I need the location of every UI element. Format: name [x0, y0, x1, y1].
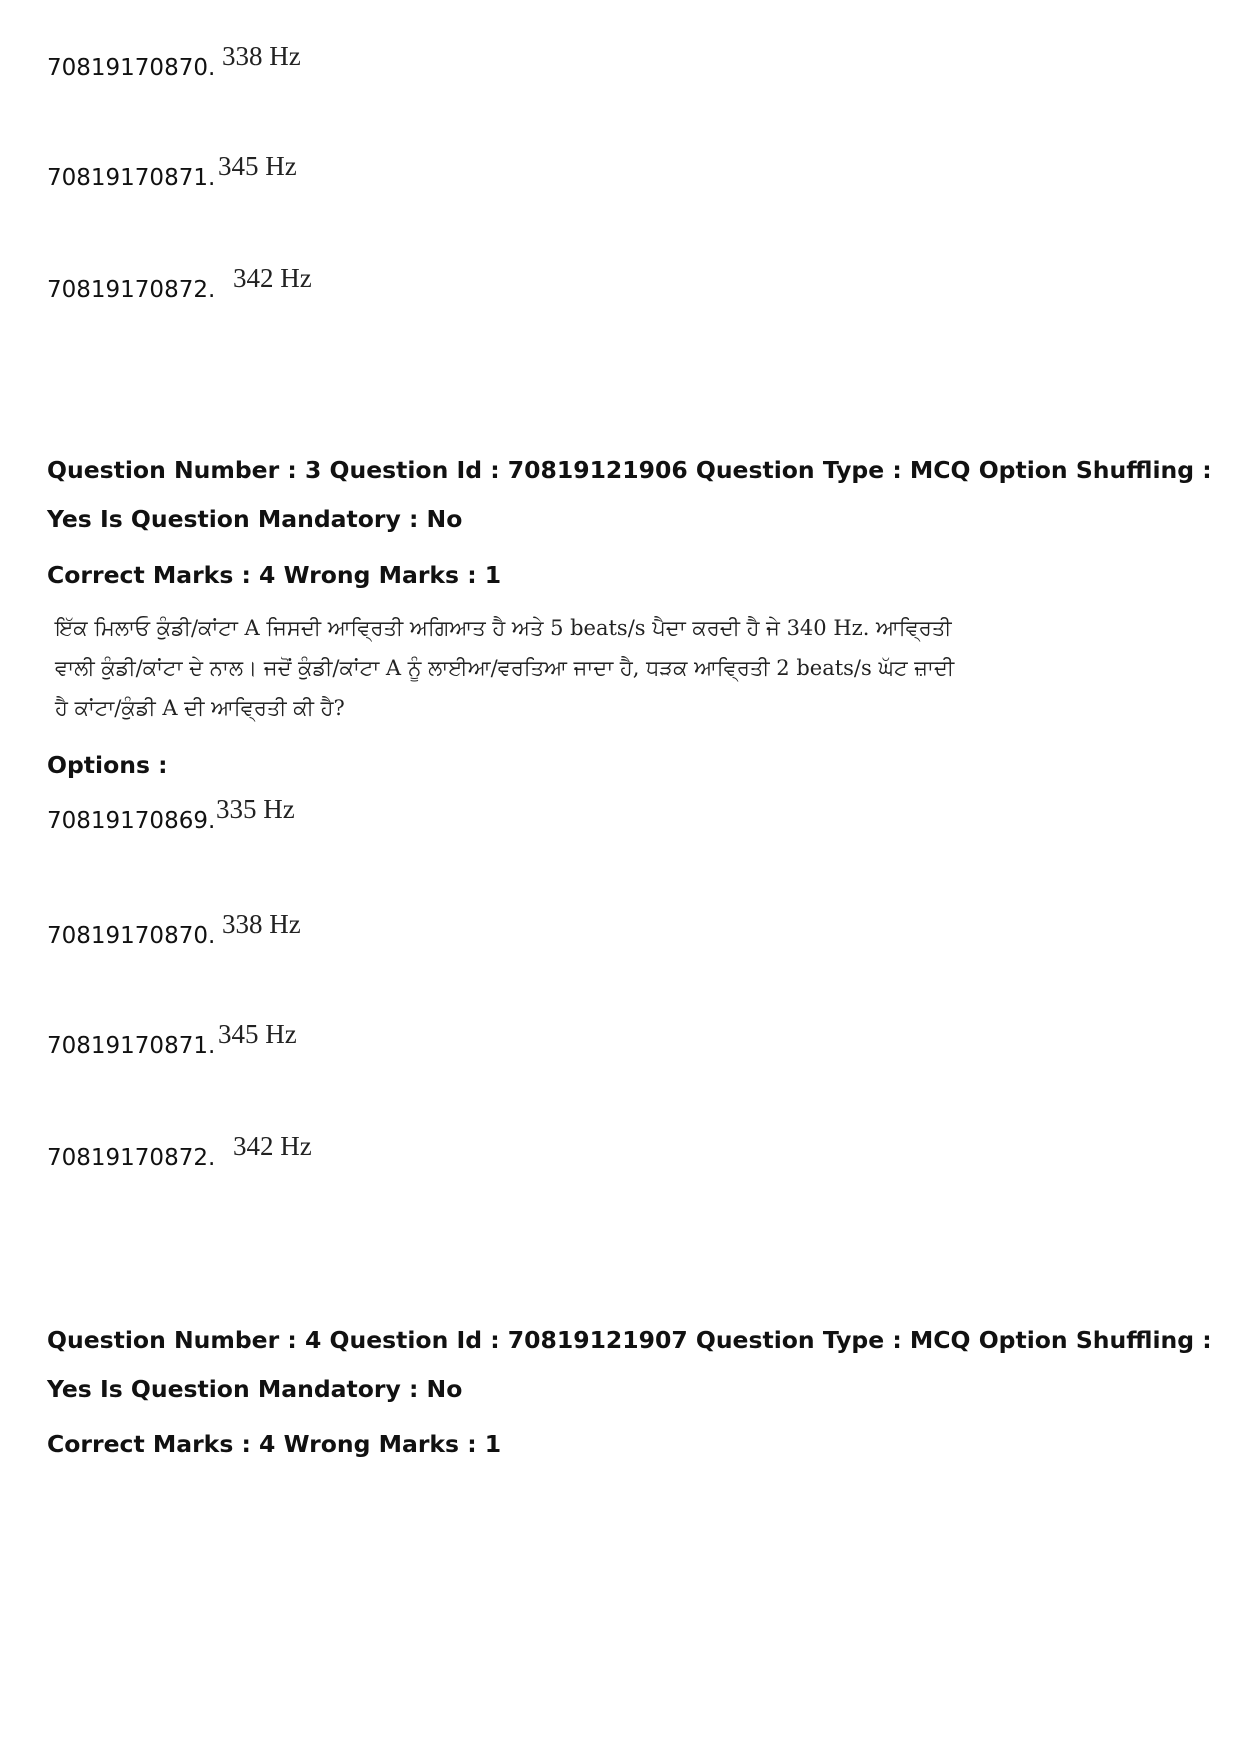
option-id: 70819170872.: [47, 277, 216, 303]
option-value: 338 Hz: [222, 41, 301, 71]
question-3-text: ਇੱਕ ਮਿਲਾਓ ਕੁੰਡੀ/ਕਾਂਟਾ A ਜਿਸਦੀ ਆਵ੍ਰਿਤੀ ਅਗਿਆਤ ਹੈ ਅਤੇ 5 beats/s ਪੈਦਾ ਕਰਦੀ ਹੈ ਜੇ 340 Hz. ਆਵ੍ਰਿਤੀ ਵਾਲੀ ਕੁੰਡੀ/ਕਾਂਟਾ ਦੇ ਨਾਲ। ਜਦੋਂ ਕੁੰਡੀ/ਕਾਂਟਾ A ਨੂੰ ਲਾਈਆ/ਵਰਤਿਆ ਜਾਦਾ ਹੈ, ਧੜਕ ਆਵ੍ਰਿਤੀ 2 beats/s ਘੱਟ ਜ਼ਾਦੀ ਹੈ ਕਾਂਟਾ/ਕੁੰਡੀ A ਦੀ ਆਵ੍ਰਿਤੀ ਕੀ ਹੈ?: [55, 616, 955, 720]
options-label: Options :: [47, 751, 168, 779]
option-id: 70819170870.: [47, 55, 216, 81]
option-value: 335 Hz: [216, 794, 295, 824]
question-4-meta: Question Number : 4 Question Id : 70819121907 Question Type : MCQ Option Shuffling : Yes Is Question Mandatory : No: [47, 1326, 1212, 1403]
question-3-marks: Correct Marks : 4 Wrong Marks : 1: [47, 561, 502, 589]
option-value: 345 Hz: [218, 151, 297, 181]
option-id: 70819170872.: [47, 1145, 216, 1171]
option-id: 70819170870.: [47, 923, 216, 949]
option-id: 70819170869.: [47, 808, 216, 834]
option-id: 70819170871.: [47, 1033, 216, 1059]
question-3-meta: Question Number : 3 Question Id : 70819121906 Question Type : MCQ Option Shuffling : Yes Is Question Mandatory : No: [47, 456, 1212, 533]
option-id: 70819170871.: [47, 165, 216, 191]
option-value: 342 Hz: [233, 263, 312, 293]
option-value: 338 Hz: [222, 909, 301, 939]
option-value: 342 Hz: [233, 1131, 312, 1161]
option-value: 345 Hz: [218, 1019, 297, 1049]
question-4-marks: Correct Marks : 4 Wrong Marks : 1: [47, 1430, 502, 1458]
